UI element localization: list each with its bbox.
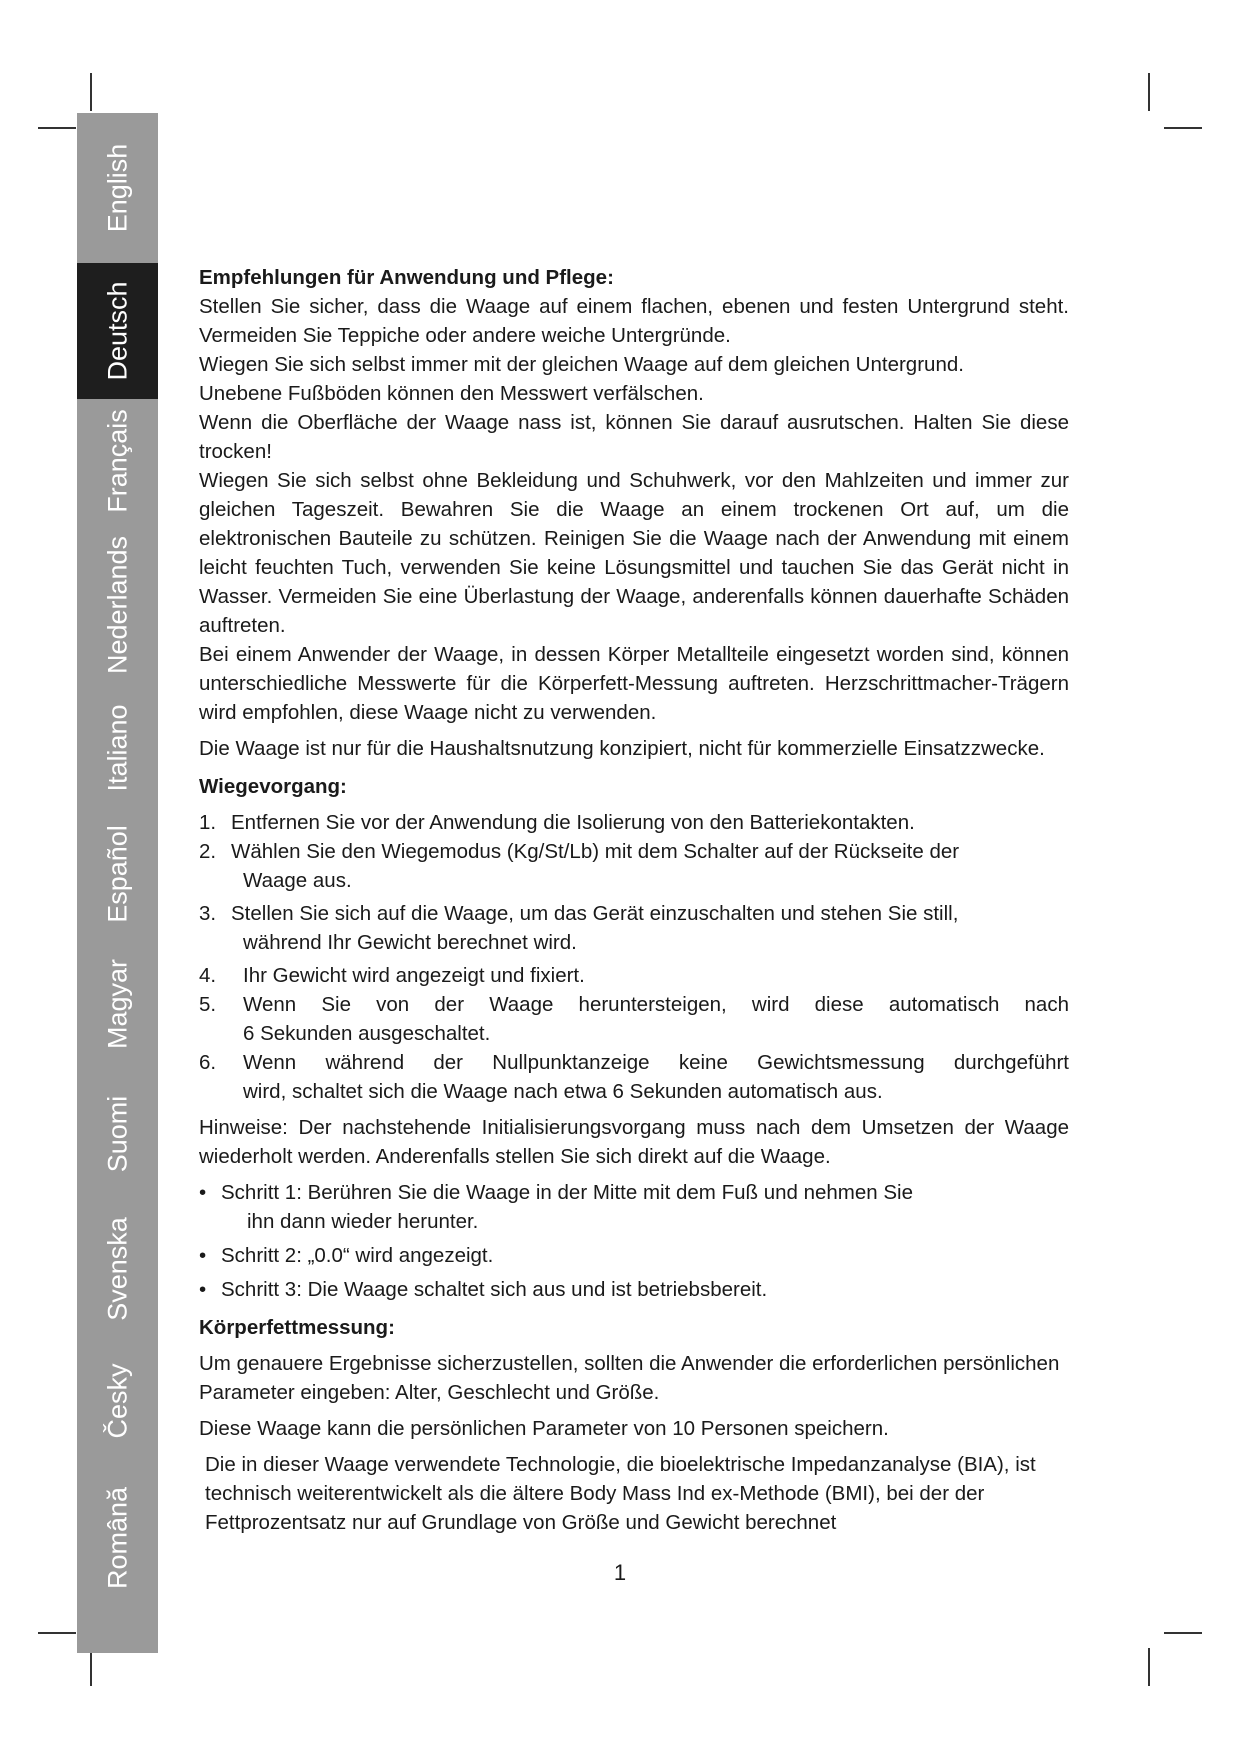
language-sidebar: [77, 113, 158, 1653]
lang-tab-label: Español: [102, 825, 132, 923]
lang-tab-label: Svenska: [102, 1217, 132, 1321]
lang-tab-label: Français: [102, 409, 132, 513]
paragraph: Wenn die Oberfläche der Waage nass ist, können Sie darauf ausrutschen. Halten Sie diese trocken!: [199, 411, 1069, 463]
bullet-continuation: ihn dann wieder herunter.: [247, 1210, 479, 1233]
list-number: 5.: [199, 993, 217, 1016]
list-number: 4.: [199, 964, 217, 987]
list-item: [199, 899, 1069, 928]
crop-mark-bottom-left-v: [90, 1648, 92, 1686]
list-text: Wenn Sie von der Waage heruntersteigen, wird diese automatisch nach: [243, 993, 1069, 1016]
list-item: [199, 837, 1069, 866]
list-item: [199, 1048, 1069, 1077]
page-number: 1: [613, 1560, 627, 1585]
list-continuation: 6 Sekunden ausgeschaltet.: [243, 1022, 491, 1045]
list-number: 2.: [199, 840, 217, 863]
lang-tab-english[interactable]: [77, 113, 158, 263]
bullet-item: [199, 1275, 1069, 1304]
list-text: Ihr Gewicht wird angezeigt und fixiert.: [243, 964, 585, 987]
lang-tab-label: Italiano: [102, 704, 132, 792]
bullet-list: [199, 1178, 1069, 1304]
bullet-item: [199, 1241, 1069, 1270]
lang-tab-magyar[interactable]: [77, 939, 158, 1069]
list-number: 6.: [199, 1051, 217, 1074]
lang-tab-label: Nederlands: [102, 535, 132, 675]
paragraph: Die Waage ist nur für die Haushaltsnutzung konzipiert, nicht für kommerzielle Einsatzzwecke.: [199, 737, 1045, 760]
list-continuation: während Ihr Gewicht berechnet wird.: [243, 931, 577, 954]
lang-tab-francais[interactable]: [77, 399, 158, 523]
lang-tab-espanol[interactable]: [77, 809, 158, 939]
bullet-text: Schritt 3: Die Waage schaltet sich aus und ist betriebsbereit.: [221, 1278, 768, 1301]
lang-tab-label: Deutsch: [102, 281, 132, 381]
lang-tab-nederlands[interactable]: [77, 523, 158, 687]
section-heading-weighing: Wiegevorgang:: [199, 775, 347, 798]
bullet-icon: •: [199, 1278, 207, 1301]
list-text: Wählen Sie den Wiegemodus (Kg/St/Lb) mit dem Schalter auf der Rückseite der: [231, 840, 960, 863]
list-text: Wenn während der Nullpunktanzeige keine Gewichtsmessung durchgeführt: [243, 1051, 1069, 1074]
bullet-text: Schritt 1: Berühren Sie die Waage in der Mitte mit dem Fuß und nehmen Sie: [221, 1181, 914, 1204]
lang-tab-deutsch[interactable]: [77, 263, 158, 399]
list-item: [199, 808, 1069, 837]
crop-mark-bottom-right-v: [1148, 1648, 1150, 1686]
lang-tab-romana[interactable]: [77, 1463, 158, 1613]
list-continuation: wird, schaltet sich die Waage nach etwa 6 Sekunden automatisch aus.: [243, 1080, 883, 1103]
list-item: [199, 990, 1069, 1019]
crop-mark-bottom-right-h: [1164, 1632, 1202, 1634]
list-continuation: Waage aus.: [243, 869, 352, 892]
section-heading-care: Empfehlungen für Anwendung und Pflege:: [199, 266, 614, 289]
crop-mark-top-left-v: [90, 73, 92, 111]
note-paragraph: Hinweise: Der nachstehende Initialisierungsvorgang muss nach dem Umsetzen der Waage wiederholt werden. Anderenfalls stellen Sie sich direkt auf die Waage.: [199, 1116, 1069, 1168]
list-number: 3.: [199, 902, 217, 925]
crop-mark-top-left-h: [38, 127, 76, 129]
section-heading-bodyfat: Körperfettmessung:: [199, 1316, 395, 1339]
lang-tab-label: Česky: [102, 1363, 132, 1439]
paragraph: Die in dieser Waage verwendete Technologie, die bioelektrische Impedanzanalyse (BIA), ist technisch weiterentwickelt als die ältere Body Mass Ind ex-Methode (BMI), bei der der Fettprozentsatz nur auf Grundlage von Größe und Gewicht berechnet: [205, 1453, 1036, 1534]
paragraph: Um genauere Ergebnisse sicherzustellen, sollten die Anwender die erforderlichen persönlichen Parameter eingeben: Alter, Geschlecht und Größe.: [199, 1352, 1060, 1404]
crop-mark-top-right-h: [1164, 127, 1202, 129]
paragraph: Diese Waage kann die persönlichen Parameter von 10 Personen speichern.: [199, 1417, 889, 1440]
lang-tab-suomi[interactable]: [77, 1069, 158, 1199]
lang-tab-italiano[interactable]: [77, 687, 158, 809]
paragraph: Wiegen Sie sich selbst immer mit der gleichen Waage auf dem gleichen Untergrund.: [199, 353, 964, 376]
list-text: Entfernen Sie vor der Anwendung die Isolierung von den Batteriekontakten.: [231, 811, 915, 834]
lang-tab-label: Suomi: [102, 1095, 132, 1173]
paragraph: Wiegen Sie sich selbst ohne Bekleidung und Schuhwerk, vor den Mahlzeiten und immer zur gleichen Tageszeit. Bewahren Sie die Waage an einem trockenen Ort auf, um die elektronischen Bauteile zu schützen. Reinigen Sie die Waage nach der Anwendung mit einem leicht feuchten Tuch, verwenden Sie keine Lösungsmittel und tauchen Sie das Gerät nicht in Wasser. Vermeiden Sie eine Überlastung der Waage, anderenfalls können dauerhafte Schäden auftreten.: [199, 469, 1069, 637]
bullet-icon: •: [199, 1244, 207, 1267]
bullet-text: Schritt 2: „0.0“ wird angezeigt.: [221, 1244, 494, 1267]
paragraph: Bei einem Anwender der Waage, in dessen Körper Metallteile eingesetzt worden sind, können unterschiedliche Messwerte für die Körperfett-Messung auftreten. Herzschrittmacher-Trägern wird empfohlen, diese Waage nicht zu verwenden.: [199, 643, 1069, 724]
lang-tab-svenska[interactable]: [77, 1199, 158, 1339]
paragraph: Unebene Fußböden können den Messwert verfälschen.: [199, 382, 704, 405]
lang-tab-label: English: [102, 143, 132, 233]
crop-mark-bottom-left-h: [38, 1632, 76, 1634]
paragraph: Stellen Sie sicher, dass die Waage auf einem flachen, ebenen und festen Untergrund steht. Vermeiden Sie Teppiche oder andere weiche Untergründe.: [199, 295, 1069, 347]
main-content: [199, 263, 1069, 1537]
list-item: [199, 961, 1069, 990]
list-text: Stellen Sie sich auf die Waage, um das Gerät einzuschalten und stehen Sie still,: [231, 902, 959, 925]
list-number: 1.: [199, 811, 217, 834]
bullet-item: [199, 1178, 1069, 1207]
lang-tab-label: Română: [102, 1486, 132, 1590]
crop-mark-top-right-v: [1148, 73, 1150, 111]
bullet-icon: •: [199, 1181, 207, 1204]
steps-list: [199, 808, 1069, 1106]
lang-tab-cesky[interactable]: [77, 1339, 158, 1463]
lang-tab-label: Magyar: [102, 958, 132, 1050]
